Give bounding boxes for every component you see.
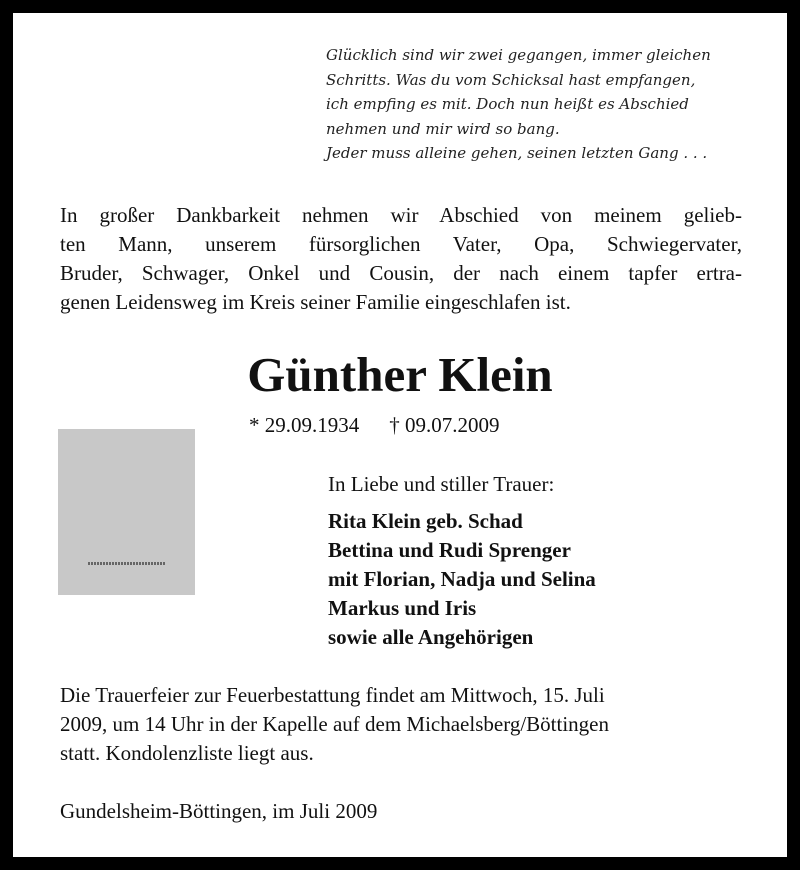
mourner-name: Rita Klein geb. Schad	[328, 509, 523, 533]
birth-date: * 29.09.1934	[249, 413, 360, 437]
mourner-name: mit Florian, Nadja und Selina	[328, 567, 596, 591]
mourning-label: In Liebe und stiller Trauer:	[328, 472, 555, 496]
service-line: 2009, um 14 Uhr in der Kapelle auf dem Michaelsberg/Böttingen	[60, 712, 609, 736]
intro-line: genen Leidensweg im Kreis seiner Familie eingeschlafen ist.	[60, 290, 571, 314]
poem-line: Jeder muss alleine gehen, seinen letzten Gang . . .	[326, 144, 708, 162]
mourner-name: sowie alle Angehörigen	[328, 625, 534, 649]
life-dates	[249, 413, 500, 438]
poem-line: Glücklich sind wir zwei gegangen, immer gleichen	[326, 46, 711, 64]
intro-line: Bruder, Schwager, Onkel und Cousin, der nach einem tapfer ertra-	[60, 261, 742, 285]
funeral-service-info	[60, 681, 742, 768]
intro-line: In großer Dankbarkeit nehmen wir Abschied von meinem gelieb-	[60, 203, 742, 227]
poem-line: Schritts. Was du vom Schicksal hast empfangen,	[326, 70, 696, 89]
deceased-name: Günther Klein	[247, 347, 553, 402]
portrait-photo-placeholder	[58, 429, 195, 595]
service-line: statt. Kondolenzliste liegt aus.	[60, 741, 314, 765]
place-and-date: Gundelsheim-Böttingen, im Juli 2009	[60, 799, 378, 823]
photo-caption-strip	[88, 562, 166, 565]
poem-line: ich empfing es mit. Doch nun heißt es Abschied	[326, 95, 689, 113]
mourners-list	[328, 507, 596, 652]
intro-paragraph	[60, 201, 742, 317]
poem-verse	[326, 43, 766, 166]
death-date: † 09.07.2009	[389, 413, 500, 437]
service-line: Die Trauerfeier zur Feuerbestattung findet am Mittwoch, 15. Juli	[60, 683, 605, 707]
poem-line: nehmen und mir wird so bang.	[326, 119, 560, 138]
mourner-name: Markus und Iris	[328, 596, 477, 620]
mourner-name: Bettina und Rudi Sprenger	[328, 538, 571, 562]
intro-line: ten Mann, unserem fürsorglichen Vater, Opa, Schwiegervater,	[60, 232, 742, 256]
obituary-notice	[13, 13, 787, 857]
